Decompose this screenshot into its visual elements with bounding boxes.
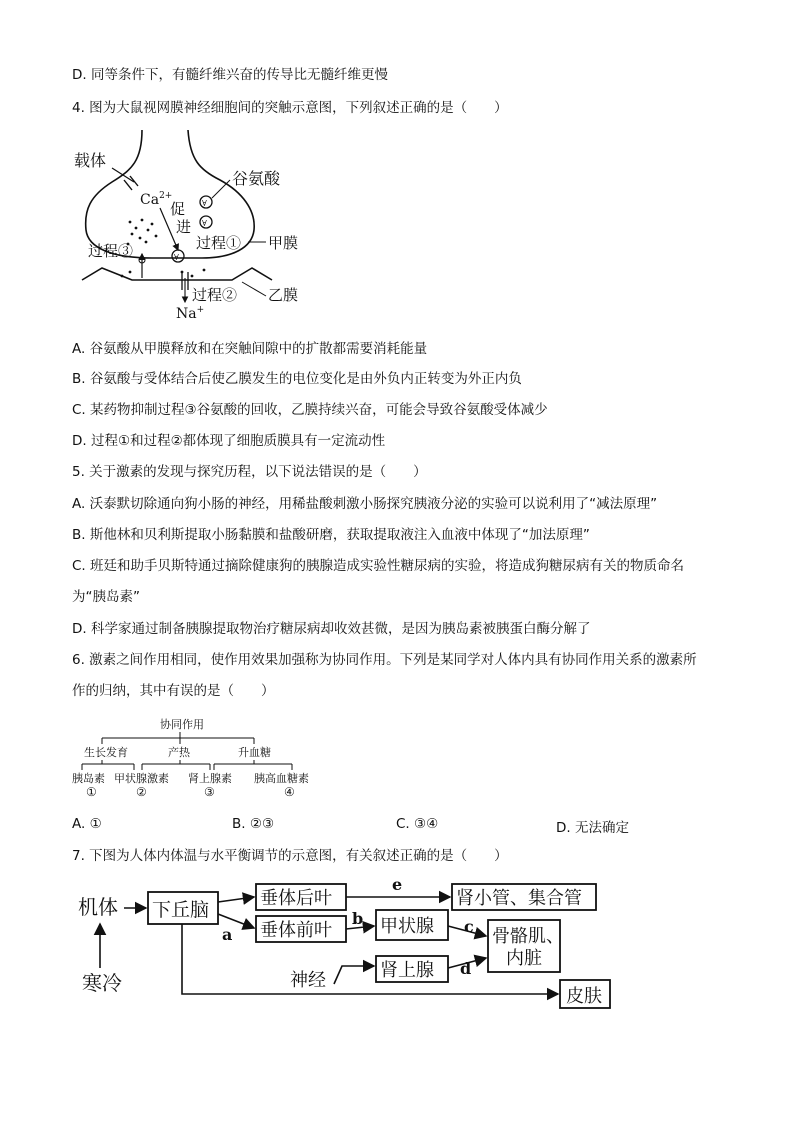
flow-muscle-1: 骨骼肌、 [492,926,564,947]
q6-option-d: D. 无法确定 [556,820,629,836]
q4-option-d: D. 过程①和过程②都体现了细胞质膜具有一定流动性 [72,433,386,449]
q5-option-b: B. 斯他林和贝利斯提取小肠黏膜和盐酸研磨，获取提取液注入血液中体现了“加法原理” [72,527,590,543]
label-process-1: 过程① [196,234,242,252]
q5-option-d: D. 科学家通过制备胰腺提取物治疗糖尿病却收效甚微，是因为胰岛素被胰蛋白酶分解了 [72,621,591,637]
svg-text:∀: ∀ [174,253,179,262]
q5-option-c: C. 班廷和助手贝斯特通过摘除健康狗的胰腺造成实验性糖尿病的实验，将造成狗糖尿病有关的物质命名 [72,558,685,574]
glutamate-dots [121,219,206,278]
label-process-2: 过程② [192,286,238,304]
tree-branch-heat: 产热 [168,746,190,759]
q4-option-a: A. 谷氨酸从甲膜释放和在突触间隙中的扩散都需要消耗能量 [72,341,428,357]
tree-mark-3: ③ [204,785,215,799]
flow-skin: 皮肤 [566,986,602,1007]
tree-branch-glucose: 升血糖 [238,746,271,759]
flow-anterior-pituitary: 垂体前叶 [260,920,332,941]
q3-option-d: D. 同等条件下，有髓纤维兴奋的传导比无髓纤维更慢 [72,67,388,83]
tree-leaf-insulin: 胰岛素 [72,772,105,785]
flow-nerve: 神经 [290,970,326,991]
flow-kidney-tubules: 肾小管、集合管 [456,888,582,909]
label-promote-1: 促 [170,200,186,218]
q4-option-c: C. 某药物抑制过程③谷氨酸的回收，乙膜持续兴奋，可能会导致谷氨酸受体减少 [72,402,548,418]
label-membrane-b: 乙膜 [268,286,299,304]
flow-label-d: d [460,959,472,978]
label-glutamate: 谷氨酸 [232,169,281,188]
label-ca: $Ca^{2+}$ [140,191,173,208]
flow-cold: 寒冷 [82,971,122,995]
flow-muscle-2: 内脏 [506,948,542,969]
q6-option-a: A. ① [72,816,102,832]
q6-stem-1: 6. 激素之间作用相同，使作用效果加强称为协同作用。下列是某同学对人体内具有协同作用关系的激素所 [72,652,697,668]
flow-body: 机体 [78,895,118,919]
q6-option-c: C. ③④ [396,816,439,832]
tree-mark-4: ④ [284,785,295,799]
tree-mark-2: ② [136,785,147,799]
tree-mark-1: ① [86,785,97,799]
synapse-diagram [72,130,332,320]
flow-label-c: c [464,917,474,936]
q5-option-c-cont: 为“胰岛素” [72,589,140,605]
label-promote-2: 进 [176,218,192,236]
synergy-tree-diagram [72,714,322,806]
label-carrier: 载体 [74,151,107,170]
flow-posterior-pituitary: 垂体后叶 [260,888,332,909]
tree-root: 协同作用 [160,718,204,731]
tree-leaf-thyroxine: 甲状腺激素 [114,772,169,785]
q6-option-b: B. ②③ [232,816,275,832]
flow-label-e: e [392,875,403,894]
q5-stem: 5. 关于激素的发现与探究历程，以下说法错误的是（ ） [72,464,427,480]
q7-stem: 7. 下图为人体内体温与水平衡调节的示意图，有关叙述正确的是（ ） [72,848,508,864]
tree-branch-growth: 生长发育 [84,746,128,759]
q6-stem-2: 作的归纳，其中有误的是（ ） [72,683,275,699]
q4-stem: 4. 图为大鼠视网膜神经细胞间的突触示意图，下列叙述正确的是（ ） [72,100,508,116]
tree-leaf-glucagon: 胰高血糖素 [254,772,309,785]
q5-option-a: A. 沃泰默切除通向狗小肠的神经，用稀盐酸刺激小肠探究胰液分泌的实验可以说利用了“减法原理” [72,496,658,512]
flow-hypothalamus: 下丘脑 [152,899,210,921]
flow-thyroid: 甲状腺 [380,916,434,937]
q4-option-b: B. 谷氨酸与受体结合后使乙膜发生的电位变化是由外负内正转变为外正内负 [72,371,522,387]
svg-text:∀: ∀ [202,219,207,228]
regulation-flow-diagram [72,872,632,1012]
flow-label-a: a [222,925,233,944]
svg-text:∀: ∀ [202,199,207,208]
label-membrane-a: 甲膜 [268,234,299,252]
label-process-3: 过程③ [88,242,134,260]
flow-label-b: b [352,909,364,928]
flow-adrenal: 肾上腺 [380,960,434,981]
label-na: Na+ [176,305,205,320]
tree-leaf-adrenaline: 肾上腺素 [188,772,232,785]
